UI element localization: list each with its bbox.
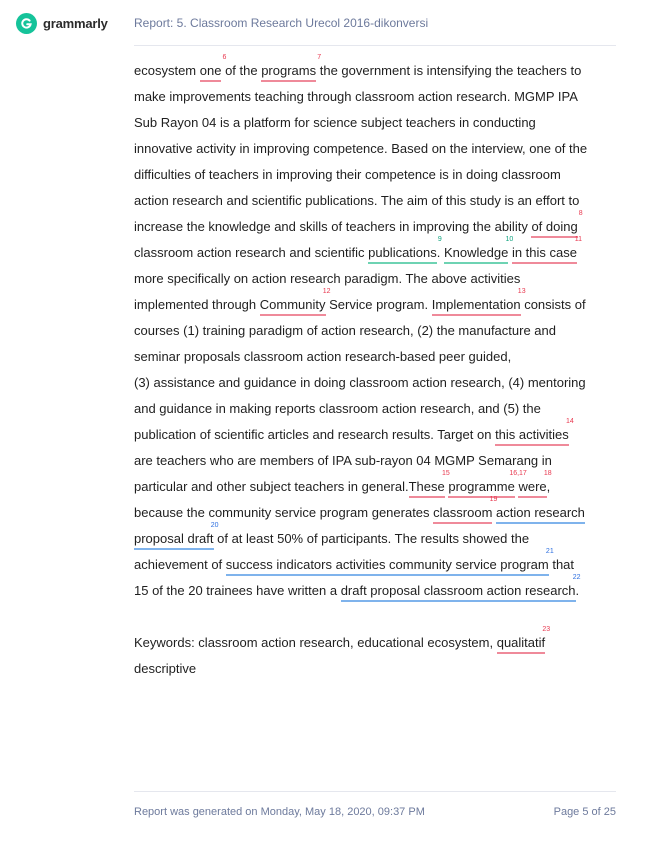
- text-line: innovative activity in improving competence. Based on the interview, one of the: [134, 141, 588, 156]
- issue-highlight[interactable]: draft proposal classroom action research 22: [341, 582, 576, 602]
- text-line: (3) assistance and guidance in doing classroom action research, (4) mentoring: [134, 375, 586, 390]
- text-line: classroom action research and scientific publications 9 . Knowledge 10 in this case 11: [134, 240, 614, 266]
- issue-highlight[interactable]: in this case 11: [512, 244, 577, 264]
- issue-highlight[interactable]: publications 9: [368, 244, 437, 264]
- issue-number: 19: [489, 496, 498, 503]
- text-line: 15 of the 20 trainees have written a draft proposal classroom action research 22 .: [134, 578, 614, 604]
- issue-number: 11: [574, 236, 582, 243]
- issue-highlight[interactable]: one 6: [200, 62, 222, 82]
- text-line: publication of scientific articles and research results. Target on this activities 14: [134, 422, 614, 448]
- issue-highlight[interactable]: classroom 19: [433, 504, 492, 524]
- issue-highlight[interactable]: programs 7: [261, 62, 316, 82]
- issue-highlight[interactable]: Implementation 13: [432, 296, 521, 316]
- report-generated-date: Report was generated on Monday, May 18, 2020, 09:37 PM: [134, 806, 425, 818]
- text-line: increase the knowledge and skills of teachers in improving the ability of doing 8: [134, 214, 614, 240]
- issue-highlight[interactable]: were 18: [518, 478, 546, 498]
- text-line: are teachers who are members of IPA sub-rayon 04 MGMP Semarang in: [134, 453, 552, 468]
- text-line: Sub Rayon 04 is a platform for science subject teachers in conducting: [134, 115, 536, 130]
- text-line: and guidance in making reports classroom action research, and (5) the: [134, 401, 541, 416]
- issue-highlight[interactable]: proposal draft 20: [134, 530, 214, 550]
- grammarly-g-icon: [16, 13, 37, 34]
- issue-highlight[interactable]: success indicators activities community service program 21: [226, 556, 549, 576]
- issue-number: 7: [317, 54, 322, 61]
- issue-number: 21: [545, 548, 554, 555]
- issue-number: 15: [441, 470, 450, 477]
- issue-highlight[interactable]: These 15: [409, 478, 445, 498]
- text-line: make improvements teaching through classroom action research. MGMP IPA: [134, 89, 578, 104]
- issue-number: 13: [517, 288, 526, 295]
- grammarly-logo: [16, 13, 108, 34]
- issue-number: 6: [222, 54, 227, 61]
- text-line: difficulties of teachers in improving their competence is in doing classroom: [134, 167, 561, 182]
- report-body: [134, 54, 614, 682]
- issue-highlight[interactable]: Community 12: [260, 296, 326, 316]
- issue-highlight[interactable]: qualitatif 23: [497, 634, 545, 654]
- text-line: because the community service program generates classroom 19 action research: [134, 500, 614, 526]
- text-line: particular and other subject teachers in general.These 15 programme 16,17 were 18 ,: [134, 474, 614, 500]
- issue-highlight[interactable]: action research: [496, 504, 585, 524]
- text-line: more specifically on action research paradigm. The above activities: [134, 271, 521, 286]
- issue-highlight[interactable]: programme 16,17: [448, 478, 514, 498]
- keywords-line: Keywords: classroom action research, educational ecosystem, qualitatif 23: [134, 630, 614, 656]
- page-number: Page 5 of 25: [553, 806, 616, 818]
- issue-number: 14: [565, 418, 574, 425]
- issue-number: 12: [322, 288, 331, 295]
- issue-number: 20: [210, 522, 219, 529]
- text-line: implemented through Community 12 Service program. Implementation 13 consists of: [134, 292, 614, 318]
- text-line: action research and scientific publications. The aim of this study is an effort to: [134, 193, 580, 208]
- issue-number: 16,17: [509, 470, 527, 477]
- header-divider: [134, 45, 616, 46]
- text-line: seminar proposals classroom action research-based peer guided,: [134, 349, 512, 364]
- text-line: courses (1) training paradigm of action research, (2) the manufacture and: [134, 323, 556, 338]
- issue-number: 8: [578, 210, 583, 217]
- issue-highlight[interactable]: Knowledge 10: [444, 244, 508, 264]
- issue-number: 10: [505, 236, 514, 243]
- text-line: descriptive: [134, 661, 197, 676]
- issue-number: 23: [542, 626, 551, 633]
- report-header: [0, 0, 650, 46]
- text-line: achievement of success indicators activities community service program 21 that: [134, 552, 614, 578]
- issue-highlight[interactable]: this activities 14: [495, 426, 569, 446]
- text-line: proposal draft 20 of at least 50% of participants. The results showed the: [134, 526, 614, 552]
- issue-number: 22: [572, 574, 581, 581]
- issue-highlight[interactable]: of doing 8: [531, 218, 577, 238]
- issue-number: 9: [437, 236, 442, 243]
- footer-divider: [134, 791, 616, 792]
- issue-number: 18: [543, 470, 552, 477]
- logo-text: grammarly: [43, 16, 108, 31]
- text-line: ecosystem one 6 of the programs 7 the government is intensifying the teachers to: [134, 58, 614, 84]
- report-title: Report: 5. Classroom Research Urecol 2016-dikonversi: [134, 16, 429, 30]
